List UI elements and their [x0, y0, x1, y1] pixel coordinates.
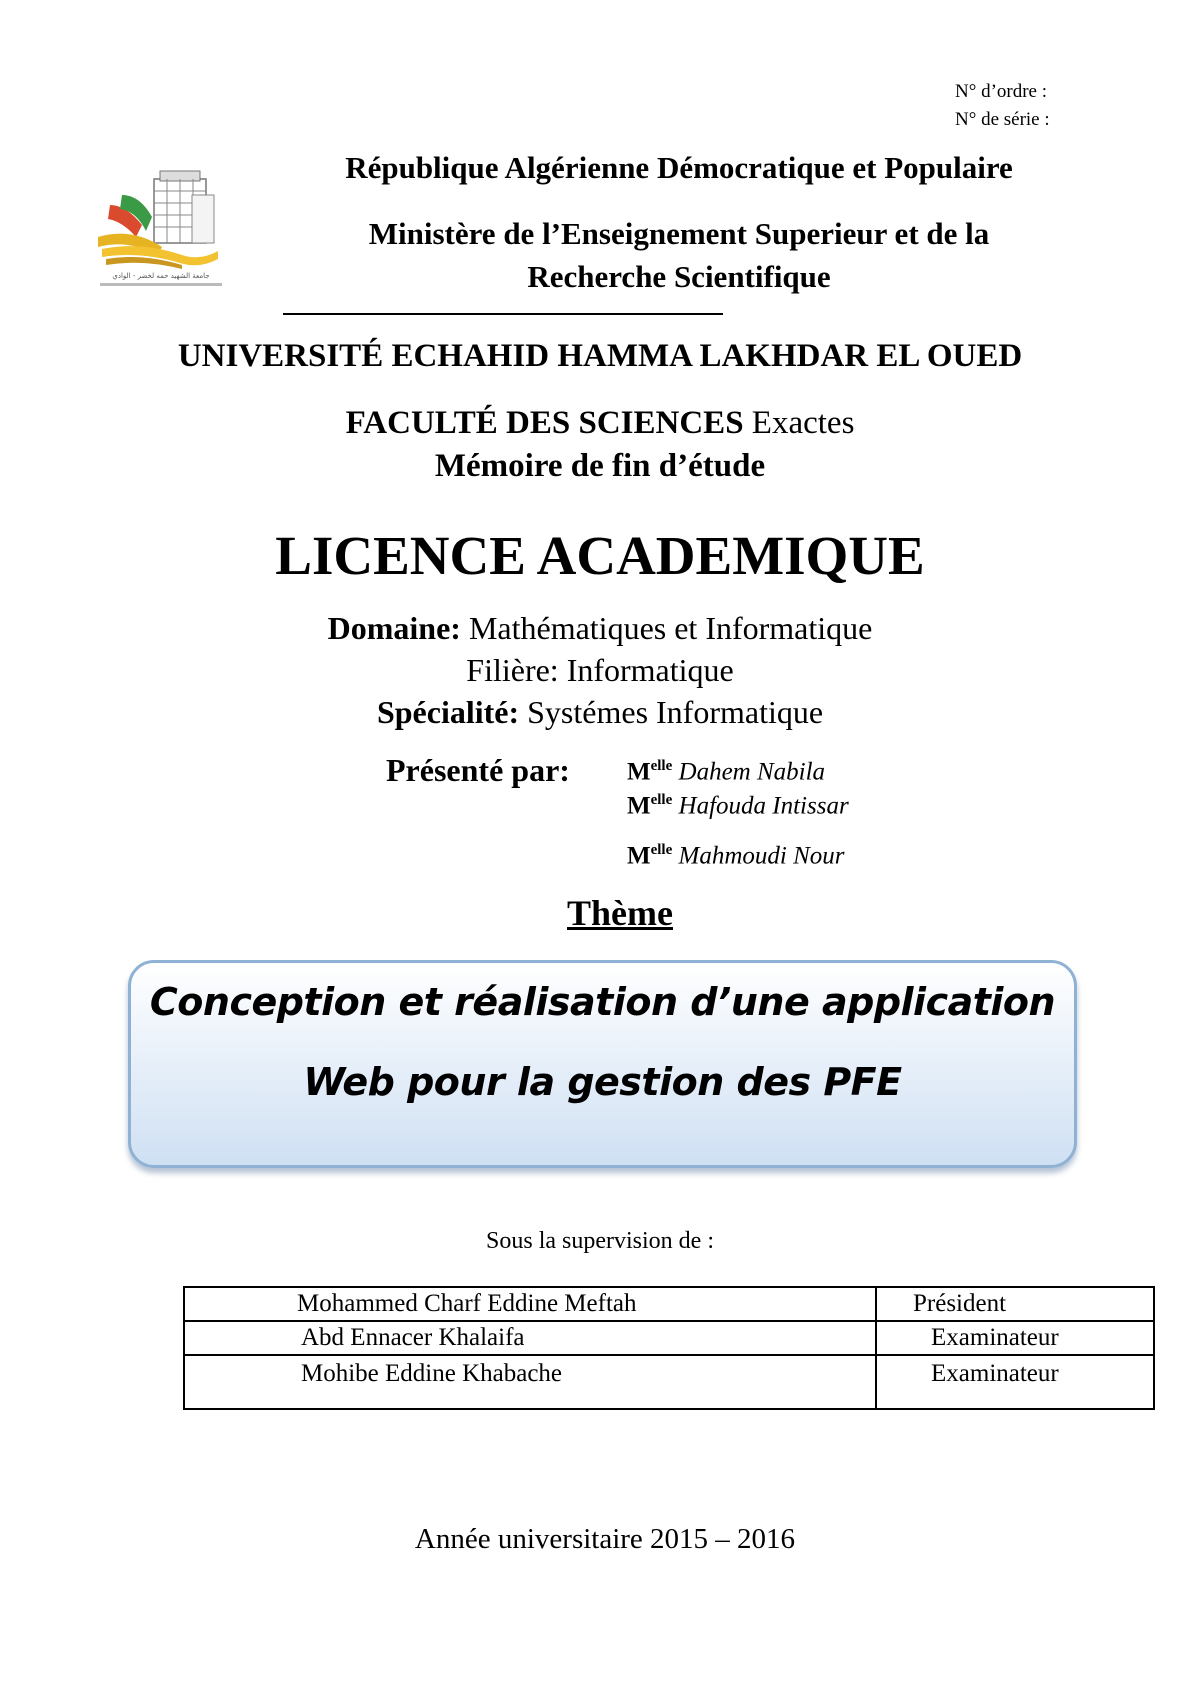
- presented-by-label: Présenté par:: [386, 752, 570, 788]
- university-logo: [92, 165, 230, 290]
- domain-label: Domaine:: [327, 610, 461, 646]
- faculty-name: [0, 402, 1200, 445]
- table-row: [184, 1287, 1154, 1321]
- jury-name-3: Mohibe Eddine Khabache: [184, 1355, 876, 1409]
- republic-heading: République Algérienne Démocratique et Populaire: [345, 150, 1013, 185]
- student-3-title-sup: elle: [650, 842, 673, 858]
- order-number-label: N° d’ordre :: [955, 81, 1048, 102]
- jury-table: [183, 1286, 1155, 1410]
- theme-title-line-2: Web pour la gestion des PFE: [303, 1060, 902, 1104]
- theme-label: Thème: [567, 893, 673, 933]
- academic-year: Année universitaire 2015 – 2016: [414, 1523, 796, 1555]
- student-3: [627, 842, 845, 870]
- table-row: [184, 1355, 1154, 1409]
- ministry-line-2: Recherche Scientifique: [527, 259, 831, 294]
- student-2-title-sup: elle: [650, 792, 673, 808]
- student-2-name: Hafouda Intissar: [672, 792, 849, 820]
- supervision-label: Sous la supervision de :: [486, 1228, 714, 1254]
- serial-number-label: N° de série :: [955, 109, 1050, 130]
- specialty-value: Systémes Informatique: [519, 694, 824, 730]
- jury-name-2: Abd Ennacer Khalaifa: [184, 1321, 876, 1355]
- table-row: [184, 1321, 1154, 1355]
- jury-role-1: Président: [876, 1287, 1154, 1321]
- jury-role-3: Examinateur: [876, 1355, 1154, 1409]
- thesis-type: Mémoire de fin d’étude: [434, 448, 766, 484]
- ministry-heading: [270, 212, 1088, 298]
- student-1-name: Dahem Nabila: [672, 758, 826, 786]
- student-1: [627, 758, 825, 786]
- domain-value: Mathématiques et Informatique: [460, 610, 873, 646]
- faculty-name-bold: FACULTÉ DES SCIENCES: [345, 405, 744, 441]
- jury-role-2: Examinateur: [876, 1321, 1154, 1355]
- specialty-label: Spécialité:: [376, 694, 520, 730]
- filiere-value: Informatique: [558, 652, 734, 688]
- university-name: UNIVERSITÉ ECHAHID HAMMA LAKHDAR EL OUED: [177, 338, 1023, 374]
- student-3-name: Mahmoudi Nour: [672, 842, 845, 870]
- filiere-line: [0, 652, 1200, 689]
- student-1-title: M: [627, 758, 651, 786]
- jury-name-1: Mohammed Charf Eddine Meftah: [184, 1287, 876, 1321]
- degree-title: LICENCE ACADEMIQUE: [275, 525, 925, 586]
- filiere-label: Filière:: [466, 652, 559, 688]
- order-number-block: [955, 78, 1050, 134]
- student-3-title: M: [627, 842, 651, 870]
- student-2: [627, 792, 849, 820]
- specialty-line: [0, 694, 1200, 731]
- student-2-title: M: [627, 792, 651, 820]
- faculty-name-suffix: Exactes: [743, 405, 855, 441]
- logo-caption: جامعة الشهيد حمه لخضر - الوادي: [112, 272, 210, 280]
- theme-title-line-1: Conception et réalisation d’une application: [149, 980, 1056, 1024]
- student-1-title-sup: elle: [650, 758, 673, 774]
- header-divider: [283, 313, 723, 315]
- ministry-line-1: Ministère de l’Enseignement Superieur et de la: [368, 216, 990, 251]
- faculty-block: [0, 402, 1200, 488]
- domain-line: [0, 610, 1200, 647]
